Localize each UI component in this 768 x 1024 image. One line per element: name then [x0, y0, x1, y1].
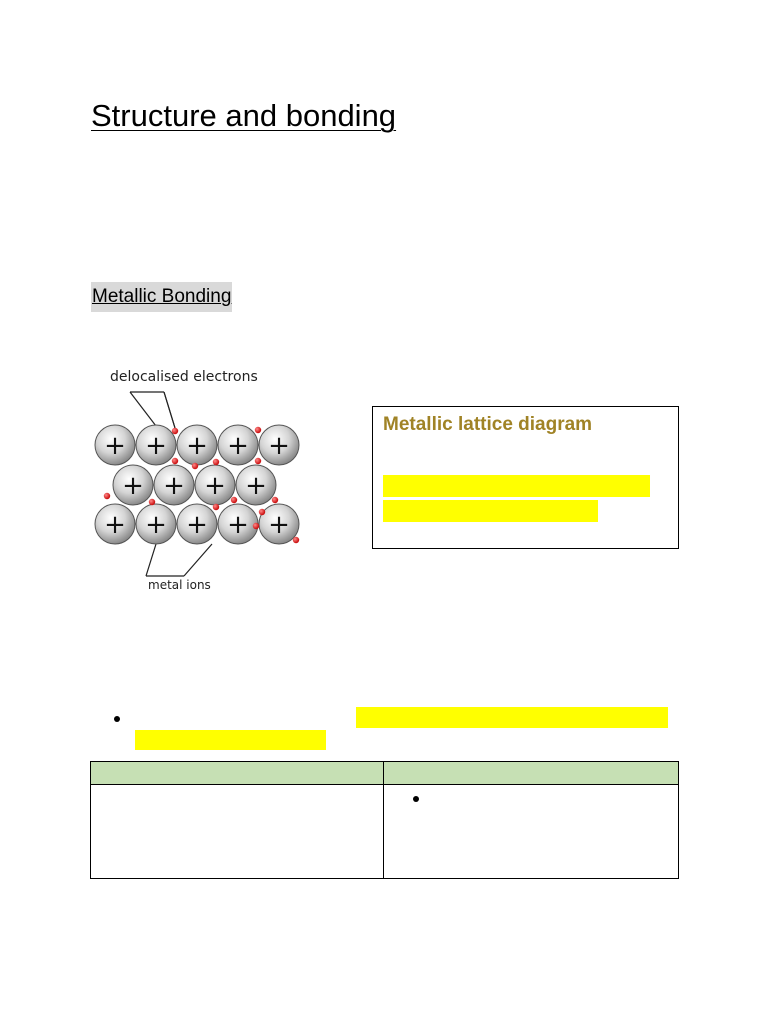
electron-dot — [293, 537, 299, 543]
metallic-bonding-diagram — [88, 360, 313, 595]
ion-plus-symbol: + — [227, 431, 249, 461]
electron-dot — [192, 463, 198, 469]
bullet-dot — [413, 796, 419, 802]
electron-dot — [213, 504, 219, 510]
table-row — [91, 785, 679, 879]
electron-dot — [255, 458, 261, 464]
ion-plus-symbol: + — [268, 510, 290, 540]
table-cell — [91, 785, 384, 879]
electron-dot — [231, 497, 237, 503]
ion-plus-symbol: + — [186, 510, 208, 540]
ion-plus-symbol: + — [104, 510, 126, 540]
ion-plus-symbol: + — [163, 471, 185, 501]
table-cell — [384, 785, 679, 879]
table-header-cell — [91, 762, 384, 785]
ion-plus-symbol: + — [227, 510, 249, 540]
highlight-bar — [383, 500, 598, 522]
electron-dot — [104, 493, 110, 499]
electron-dot — [172, 428, 178, 434]
electron-dot — [172, 458, 178, 464]
electron-dot — [255, 427, 261, 433]
metallic-lattice-title: Metallic lattice diagram — [383, 414, 593, 435]
ion-plus-symbol: + — [268, 431, 290, 461]
page-title: Structure and bonding — [91, 98, 397, 133]
electron-dot — [213, 459, 219, 465]
electron-dot — [149, 499, 155, 505]
highlight-bar — [356, 707, 668, 728]
metallic-lattice-box — [372, 406, 679, 549]
pointer-line — [146, 544, 156, 576]
pointer-line — [130, 392, 156, 426]
ion-plus-symbol: + — [204, 471, 226, 501]
delocalised-electrons-label: delocalised electrons — [110, 369, 258, 385]
table-header-cell — [384, 762, 679, 785]
ion-plus-symbol: + — [245, 471, 267, 501]
electron-dot — [259, 509, 265, 515]
pointer-line — [164, 392, 175, 428]
pointer-line — [184, 544, 212, 576]
metallic-bonding-heading: Metallic Bonding — [91, 282, 232, 312]
ion-plus-symbol: + — [145, 510, 167, 540]
bullet-dot — [114, 716, 120, 722]
properties-table — [90, 761, 679, 879]
highlight-bar — [383, 475, 650, 497]
electron-dot — [272, 497, 278, 503]
metal-ions-label: metal ions — [148, 578, 211, 592]
ion-plus-symbol: + — [186, 431, 208, 461]
highlight-bar — [135, 730, 326, 750]
electron-dot — [253, 523, 259, 529]
table-header-row — [91, 762, 679, 785]
ion-plus-symbol: + — [145, 431, 167, 461]
ion-plus-symbol: + — [104, 431, 126, 461]
ion-plus-symbol: + — [122, 471, 144, 501]
